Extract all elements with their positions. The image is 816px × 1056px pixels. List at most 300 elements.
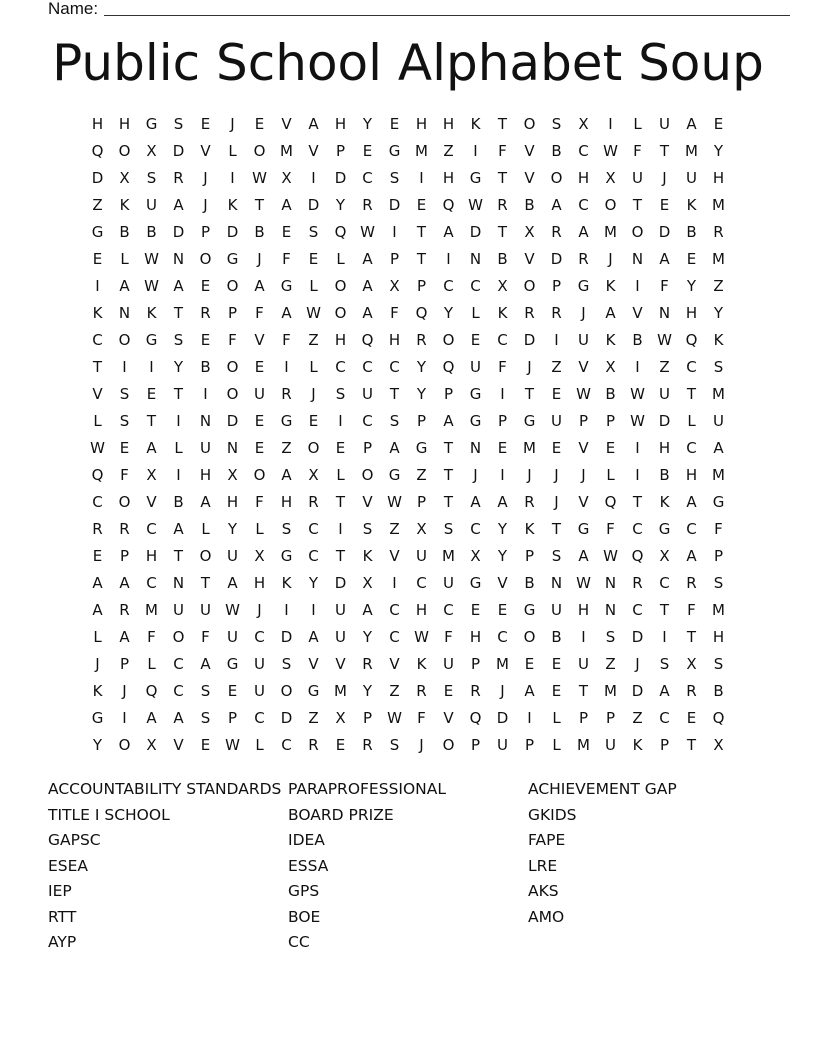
grid-letter: U (200, 439, 211, 457)
grid-letter: X (389, 277, 400, 295)
grid-letter: A (173, 520, 184, 538)
grid-letter: G (388, 466, 401, 484)
grid-letter: H (577, 169, 590, 187)
grid-letter: R (713, 223, 724, 241)
grid-letter: L (147, 655, 156, 673)
grid-letter: T (443, 439, 454, 457)
grid-letter: V (92, 385, 103, 403)
grid-letter: U (686, 169, 697, 187)
grid-letter: A (659, 250, 670, 268)
grid-letter: Q (469, 709, 482, 727)
grid-letter: E (281, 223, 292, 241)
grid-letter: E (254, 115, 265, 133)
grid-letter: I (527, 709, 532, 727)
grid-letter: G (658, 520, 671, 538)
word-list-item: PARAPROFESSIONAL (288, 780, 447, 798)
grid-letter: A (92, 574, 103, 592)
grid-letter: N (658, 304, 671, 322)
grid-letter: A (686, 493, 697, 511)
grid-letter: J (608, 250, 613, 268)
grid-letter: A (119, 628, 130, 646)
grid-letter: A (551, 196, 562, 214)
grid-letter: E (416, 196, 427, 214)
grid-letter: T (659, 142, 670, 160)
grid-letter: C (362, 412, 373, 430)
grid-letter: H (685, 466, 698, 484)
grid-letter: L (471, 304, 480, 322)
grid-letter: I (176, 466, 181, 484)
grid-letter: R (119, 520, 130, 538)
grid-letter: S (173, 331, 184, 349)
grid-letter: D (631, 628, 644, 646)
grid-letter: N (226, 439, 239, 457)
grid-letter: P (416, 412, 427, 430)
grid-letter: K (92, 304, 103, 322)
grid-letter: V (578, 493, 589, 511)
grid-letter: A (254, 277, 265, 295)
grid-letter: G (415, 439, 428, 457)
grid-letter: M (496, 655, 509, 673)
word-list-item (528, 930, 768, 956)
grid-letter: H (415, 115, 428, 133)
grid-letter: D (226, 223, 239, 241)
grid-letter: O (118, 331, 131, 349)
grid-letter: U (578, 655, 589, 673)
grid-letter: D (658, 412, 671, 430)
grid-letter: F (606, 520, 615, 538)
grid-letter: N (469, 250, 482, 268)
grid-letter: C (659, 709, 670, 727)
grid-letter: L (606, 466, 615, 484)
grid-letter: M (280, 142, 293, 160)
grid-letter: V (254, 331, 265, 349)
grid-letter: O (199, 250, 212, 268)
grid-letter: S (713, 574, 724, 592)
word-list-item: ESSA (288, 856, 329, 875)
grid-letter: W (225, 601, 240, 619)
grid-letter: B (524, 196, 535, 214)
grid-letter: A (686, 547, 697, 565)
grid-letter: T (443, 493, 454, 511)
grid-letter: S (713, 655, 724, 673)
word-list-item: AKS (528, 882, 559, 900)
grid-letter: G (91, 223, 104, 241)
grid-letter: S (173, 115, 184, 133)
grid-letter: U (200, 601, 211, 619)
grid-letter: D (226, 412, 239, 430)
grid-letter: B (119, 223, 130, 241)
grid-letter: X (524, 223, 535, 241)
grid-letter: R (308, 736, 319, 754)
grid-letter: S (119, 412, 130, 430)
word-list-item: BOE (288, 907, 321, 926)
grid-letter: C (686, 520, 697, 538)
grid-letter: Q (91, 466, 104, 484)
grid-letter: I (581, 628, 586, 646)
grid-letter: G (469, 412, 482, 430)
grid-letter: L (336, 466, 345, 484)
grid-letter: B (254, 223, 265, 241)
grid-letter: F (633, 142, 642, 160)
grid-letter: J (635, 655, 640, 673)
grid-letter: N (604, 574, 617, 592)
grid-letter: P (713, 547, 724, 565)
grid-letter: I (473, 142, 478, 160)
grid-letter: Z (632, 709, 643, 727)
grid-letter: N (631, 250, 644, 268)
grid-letter: A (281, 466, 292, 484)
grid-letter: F (444, 628, 453, 646)
grid-letter: V (362, 493, 373, 511)
grid-letter: E (470, 331, 481, 349)
grid-letter: X (254, 547, 265, 565)
grid-letter: C (686, 439, 697, 457)
grid-letter: B (713, 682, 724, 700)
grid-letter: L (201, 520, 210, 538)
grid-letter: A (281, 196, 292, 214)
grid-letter: R (686, 574, 697, 592)
grid-letter: I (95, 277, 100, 295)
word-list (48, 777, 768, 956)
grid-letter: F (147, 628, 156, 646)
grid-letter: C (146, 574, 157, 592)
grid-letter: H (199, 466, 212, 484)
name-underline (104, 15, 790, 16)
grid-letter: A (713, 439, 724, 457)
grid-letter: T (443, 466, 454, 484)
grid-letter: T (524, 385, 535, 403)
grid-letter: Y (227, 520, 238, 538)
grid-letter: A (470, 493, 481, 511)
grid-letter: Y (497, 547, 508, 565)
word-list-item: GPS (288, 882, 320, 900)
grid-letter: D (658, 223, 671, 241)
grid-letter: E (254, 358, 265, 376)
grid-letter: Y (173, 358, 184, 376)
grid-letter: O (118, 736, 131, 754)
grid-letter: A (146, 439, 157, 457)
grid-letter: P (578, 412, 589, 430)
grid-letter: A (173, 277, 184, 295)
name-label: Name: (48, 0, 99, 18)
grid-letter: Q (334, 223, 347, 241)
grid-letter: M (685, 142, 698, 160)
grid-letter: O (523, 115, 536, 133)
grid-letter: N (199, 412, 212, 430)
grid-letter: R (92, 520, 103, 538)
grid-letter: O (118, 493, 131, 511)
grid-letter: X (146, 142, 157, 160)
grid-letter: L (309, 277, 318, 295)
grid-letter: A (362, 304, 373, 322)
grid-letter: Z (551, 358, 562, 376)
grid-letter: U (659, 385, 670, 403)
grid-letter: A (146, 709, 157, 727)
grid-letter: C (92, 331, 103, 349)
grid-letter: A (308, 628, 319, 646)
grid-letter: T (686, 628, 697, 646)
grid-letter: R (200, 304, 211, 322)
grid-letter: P (362, 439, 373, 457)
grid-letter: O (334, 277, 347, 295)
grid-letter: P (497, 412, 508, 430)
grid-letter: D (469, 223, 482, 241)
grid-letter: J (419, 736, 424, 754)
grid-letter: I (122, 709, 127, 727)
grid-letter: B (146, 223, 157, 241)
grid-letter: E (200, 331, 211, 349)
grid-letter: K (632, 736, 643, 754)
grid-letter: I (203, 385, 208, 403)
grid-letter: E (659, 196, 670, 214)
word-list-item: ACCOUNTABILITY STANDARDS (48, 780, 282, 798)
grid-letter: U (551, 412, 562, 430)
grid-letter: H (577, 601, 590, 619)
grid-letter: P (119, 547, 130, 565)
word-list-item: RTT (48, 907, 77, 926)
grid-letter: B (200, 358, 211, 376)
grid-letter: P (416, 493, 427, 511)
grid-letter: J (500, 682, 505, 700)
grid-letter: G (226, 655, 239, 673)
grid-letter: Z (605, 655, 616, 673)
grid-letter: Z (659, 358, 670, 376)
grid-letter: S (200, 682, 211, 700)
grid-letter: R (416, 331, 427, 349)
letter-grid (84, 111, 732, 759)
grid-letter: I (419, 169, 424, 187)
grid-letter: O (604, 196, 617, 214)
grid-letter: U (659, 115, 670, 133)
grid-letter: T (659, 601, 670, 619)
grid-letter: P (605, 709, 616, 727)
grid-letter: Y (713, 304, 724, 322)
grid-letter: T (173, 385, 184, 403)
page-title: Public School Alphabet Soup (52, 34, 764, 92)
grid-letter: A (308, 115, 319, 133)
grid-letter: O (550, 169, 563, 187)
grid-letter: C (254, 628, 265, 646)
word-list-item: BOARD PRIZE (288, 805, 394, 824)
grid-letter: C (470, 277, 481, 295)
grid-letter: D (172, 142, 185, 160)
grid-letter: E (200, 277, 211, 295)
grid-letter: S (389, 736, 400, 754)
grid-letter: J (554, 466, 559, 484)
grid-letter: C (254, 709, 265, 727)
grid-letter: W (306, 304, 321, 322)
grid-letter: V (335, 655, 346, 673)
grid-letter: P (551, 277, 562, 295)
grid-letter: N (118, 304, 131, 322)
grid-letter: K (524, 520, 535, 538)
grid-letter: Z (443, 142, 454, 160)
grid-letter: B (173, 493, 184, 511)
grid-letter: P (443, 385, 454, 403)
grid-letter: U (254, 385, 265, 403)
grid-letter: G (307, 682, 320, 700)
grid-letter: R (416, 682, 427, 700)
grid-letter: F (255, 493, 264, 511)
grid-letter: U (443, 574, 454, 592)
grid-letter: G (280, 412, 293, 430)
grid-letter: E (605, 439, 616, 457)
grid-letter: X (497, 277, 508, 295)
word-list-item: IDEA (288, 831, 325, 849)
grid-letter: X (416, 520, 427, 538)
grid-letter: B (497, 250, 508, 268)
grid-letter: M (712, 601, 725, 619)
grid-letter: E (686, 250, 697, 268)
grid-letter: V (524, 142, 535, 160)
grid-letter: T (551, 520, 562, 538)
grid-letter: A (200, 655, 211, 673)
grid-letter: E (551, 439, 562, 457)
grid-letter: H (712, 169, 725, 187)
grid-letter: I (500, 466, 505, 484)
grid-letter: Q (604, 493, 617, 511)
grid-letter: R (281, 385, 292, 403)
grid-letter: K (470, 115, 481, 133)
grid-letter: Q (712, 709, 725, 727)
grid-letter: H (334, 115, 347, 133)
grid-letter: H (658, 439, 671, 457)
grid-letter: V (173, 736, 184, 754)
grid-letter: Q (361, 331, 374, 349)
grid-letter: W (252, 169, 267, 187)
grid-letter: Q (685, 331, 698, 349)
grid-letter: X (470, 547, 481, 565)
grid-letter: A (362, 601, 373, 619)
grid-letter: W (468, 196, 483, 214)
grid-letter: O (361, 466, 374, 484)
grid-letter: T (335, 547, 346, 565)
grid-letter: V (524, 250, 535, 268)
grid-letter: J (311, 385, 316, 403)
grid-letter: W (360, 223, 375, 241)
grid-letter: R (632, 574, 643, 592)
word-list-item: CC (288, 933, 310, 951)
grid-letter: A (227, 574, 238, 592)
grid-letter: W (387, 709, 402, 727)
grid-letter: B (524, 574, 535, 592)
grid-letter: H (685, 304, 698, 322)
grid-letter: G (388, 142, 401, 160)
grid-letter: Z (389, 520, 400, 538)
grid-letter: R (524, 304, 535, 322)
grid-letter: L (687, 412, 696, 430)
grid-letter: C (470, 520, 481, 538)
grid-letter: E (335, 736, 346, 754)
grid-letter: P (227, 709, 238, 727)
grid-letter: J (581, 466, 586, 484)
grid-letter: Y (308, 574, 319, 592)
grid-letter: I (122, 358, 127, 376)
grid-letter: P (659, 736, 670, 754)
grid-letter: Y (686, 277, 697, 295)
grid-letter: M (415, 142, 428, 160)
grid-letter: X (362, 574, 373, 592)
grid-letter: L (552, 709, 561, 727)
grid-letter: M (334, 682, 347, 700)
grid-letter: J (581, 304, 586, 322)
grid-letter: U (605, 736, 616, 754)
grid-letter: T (686, 736, 697, 754)
grid-letter: O (253, 466, 266, 484)
grid-letter: H (253, 574, 266, 592)
grid-letter: G (469, 385, 482, 403)
grid-letter: T (632, 196, 643, 214)
grid-letter: J (527, 358, 532, 376)
grid-letter: O (199, 547, 212, 565)
grid-letter: U (713, 412, 724, 430)
grid-letter: R (362, 655, 373, 673)
grid-letter: Y (362, 115, 373, 133)
grid-letter: T (92, 358, 103, 376)
grid-letter: J (473, 466, 478, 484)
grid-letter: R (119, 601, 130, 619)
grid-letter: D (334, 169, 347, 187)
grid-letter: J (257, 250, 262, 268)
grid-letter: F (282, 331, 291, 349)
grid-letter: K (605, 277, 616, 295)
grid-letter: Z (92, 196, 103, 214)
grid-letter: C (389, 628, 400, 646)
grid-letter: E (254, 439, 265, 457)
grid-letter: R (497, 196, 508, 214)
grid-letter: H (334, 331, 347, 349)
grid-letter: V (578, 358, 589, 376)
grid-letter: K (281, 574, 292, 592)
grid-letter: G (712, 493, 725, 511)
grid-letter: C (362, 358, 373, 376)
grid-letter: V (281, 115, 292, 133)
grid-letter: H (145, 547, 158, 565)
grid-letter: K (362, 547, 373, 565)
grid-letter: C (632, 520, 643, 538)
grid-letter: Y (713, 142, 724, 160)
grid-letter: D (523, 331, 536, 349)
grid-letter: P (389, 250, 400, 268)
grid-letter: P (227, 304, 238, 322)
grid-letter: L (174, 439, 183, 457)
grid-letter: N (550, 574, 563, 592)
grid-letter: T (200, 574, 211, 592)
grid-letter: X (335, 709, 346, 727)
grid-letter: T (173, 304, 184, 322)
grid-letter: L (255, 736, 264, 754)
grid-letter: G (280, 277, 293, 295)
grid-letter: A (605, 304, 616, 322)
grid-letter: T (578, 682, 589, 700)
grid-letter: C (173, 655, 184, 673)
word-list-item: LRE (528, 856, 558, 875)
grid-letter: B (659, 466, 670, 484)
grid-letter: L (633, 115, 642, 133)
grid-letter: V (308, 142, 319, 160)
grid-letter: N (172, 574, 185, 592)
grid-letter: W (144, 277, 159, 295)
grid-letter: X (146, 466, 157, 484)
grid-letter: O (523, 628, 536, 646)
grid-letter: X (605, 358, 616, 376)
grid-letter: I (635, 277, 640, 295)
grid-letter: D (280, 709, 293, 727)
grid-letter: L (93, 628, 102, 646)
grid-letter: W (576, 385, 591, 403)
grid-letter: C (443, 601, 454, 619)
grid-letter: N (604, 601, 617, 619)
